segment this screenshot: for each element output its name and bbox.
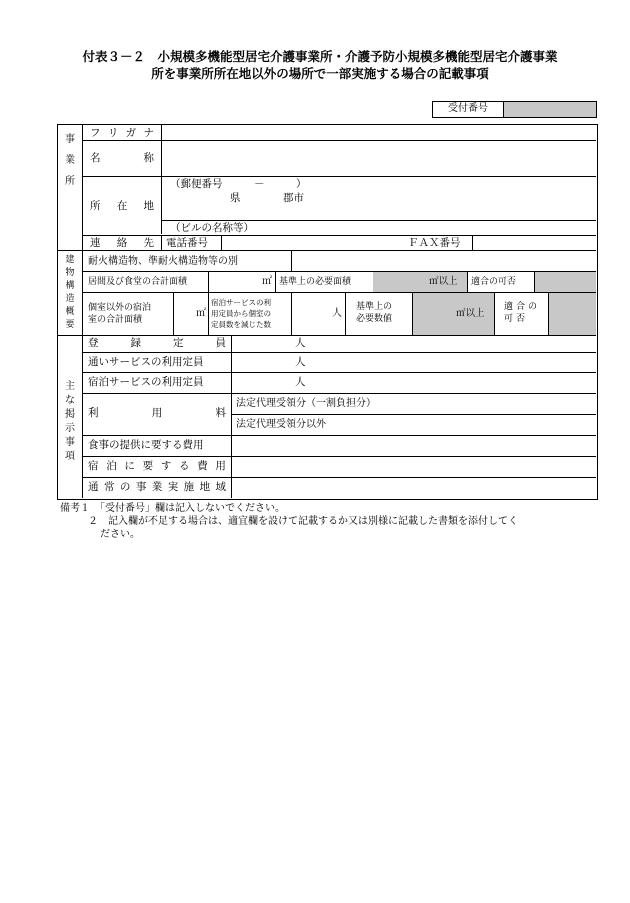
postal-code-label: （郵便番号 － ） [170, 178, 307, 190]
office-section-label: 事業所 [65, 134, 75, 187]
conform-value-shade [548, 293, 596, 335]
conformity-shade [534, 272, 596, 292]
capacity-line-2: 用定員から個室の [211, 309, 271, 318]
col-line [412, 292, 413, 335]
registered-capacity-label: 登 録 定 員 [88, 337, 226, 349]
col-line [173, 292, 174, 335]
col-line [161, 235, 162, 250]
day-service-capacity-label: 通いサービスの利用定員 [88, 356, 204, 368]
conform-line-1: 適合の [504, 302, 541, 312]
row-line [82, 477, 596, 478]
private-area-label [88, 302, 151, 326]
col-line [534, 271, 535, 292]
col-line [345, 292, 346, 335]
county-city-label: 郡市 [283, 192, 304, 204]
remark-2-cont: ださい。 [100, 529, 140, 540]
receipt-number-label: 受付番号 [433, 102, 504, 117]
col-line [208, 292, 209, 335]
col-line [275, 271, 276, 292]
lodging-cost-label: 宿 泊 に 要 す る 費 用 [88, 460, 226, 472]
required-value-label [356, 301, 392, 325]
stay-service-capacity-unit: 人 [295, 376, 306, 388]
remark-2: ２ 記入欄が不足する場合は、適宜欄を設けて記載するか又は別様に記載した書類を添付してく [88, 516, 518, 527]
row-line [231, 414, 596, 415]
col-line [208, 271, 209, 292]
row-line [161, 220, 596, 221]
row-line [82, 235, 596, 236]
required-area-unit: ㎡以上 [429, 276, 458, 287]
building-name-label: （ビルの名称等） [170, 222, 254, 234]
capacity-line-1: 宿泊サービスの利 [211, 298, 271, 307]
title-line-2: 所を事業所所在地以外の場所で一部実施する場合の記載事項 [151, 66, 489, 81]
service-area-label: 通 常 の 事 業 実 施 地 域 [88, 481, 226, 493]
required-value-unit: ㎡以上 [456, 308, 485, 319]
day-service-capacity-unit: 人 [295, 356, 306, 368]
row-line [58, 250, 596, 251]
private-area-line-1: 個室以外の宿泊 [88, 303, 152, 313]
col-line [467, 271, 468, 292]
fee-label: 利 用 料 [88, 407, 226, 419]
fee-other-label: 法定代理受領分以外 [236, 419, 326, 430]
conformity-label: 適合の可否 [471, 277, 517, 287]
col-line [548, 292, 549, 335]
section-column-divider [82, 125, 83, 498]
row-line [82, 140, 596, 141]
col-line [472, 235, 473, 250]
required-value-line-1: 基準上の [356, 302, 393, 312]
meals-cost-label: 食事の提供に要する費用 [88, 439, 204, 451]
required-area-label: 基準上の必要面積 [279, 277, 352, 287]
capacity-label [211, 297, 271, 330]
row-line [82, 393, 596, 394]
address-label-divider [161, 176, 162, 234]
private-area-unit: ㎡ [196, 308, 206, 319]
col-line [494, 292, 495, 335]
col-line [231, 335, 232, 498]
private-area-line-2: 室の合計面積 [88, 315, 143, 325]
title-line-1: 付表３－２ 小規模多機能型居宅介護事業所・介護予防小規模多機能型居宅介護事業 [82, 49, 558, 64]
phone-label: 電話番号 [166, 237, 208, 249]
contact-label: 連 絡 先 [90, 237, 154, 249]
row-line [82, 435, 596, 436]
stay-service-capacity-label: 宿泊サービスの利用定員 [88, 376, 204, 388]
row-line [82, 352, 596, 353]
fax-label: ＦＡＸ番号 [408, 237, 461, 249]
office-name-label: 名 称 [90, 152, 154, 164]
building-section-label: 建物構造概要 [65, 255, 75, 330]
prefecture-label: 県 [230, 192, 241, 204]
row-line [82, 271, 596, 272]
conform-line-2: 可否 [504, 314, 529, 324]
capacity-line-3: 定員数を減じた数 [211, 320, 271, 329]
form-title [40, 48, 600, 82]
col-line [291, 250, 292, 271]
remarks [60, 502, 600, 541]
living-area-unit: ㎡ [262, 276, 272, 287]
address-label: 所 在 地 [90, 200, 154, 212]
registered-capacity-unit: 人 [295, 337, 306, 349]
row-line [82, 176, 596, 177]
conform-label [504, 301, 540, 325]
required-value-line-2: 必要数値 [356, 314, 393, 324]
form-table [57, 124, 598, 500]
row-line [58, 335, 596, 336]
col-line [291, 292, 292, 335]
row-line [82, 292, 596, 293]
office-label-divider [161, 125, 162, 176]
row-line [82, 372, 596, 373]
receipt-number-field[interactable] [504, 102, 596, 117]
living-area-label: 居間及び食堂の合計面積 [88, 277, 188, 287]
capacity-unit: 人 [332, 308, 342, 319]
row-line [82, 456, 596, 457]
remark-1: 備考１ 「受付番号」欄は記入しないでください。 [60, 503, 285, 514]
main-section-label: 主な掲示事項 [65, 381, 75, 462]
col-line [221, 235, 222, 250]
fee-proxy-label: 法定代理受領分（一割負担分） [236, 398, 376, 409]
fireproof-label: 耐火構造物、準耐火構造物等の別 [88, 256, 238, 267]
furigana-label: フ リ ガ ナ [90, 127, 154, 139]
receipt-number-box [432, 101, 597, 118]
